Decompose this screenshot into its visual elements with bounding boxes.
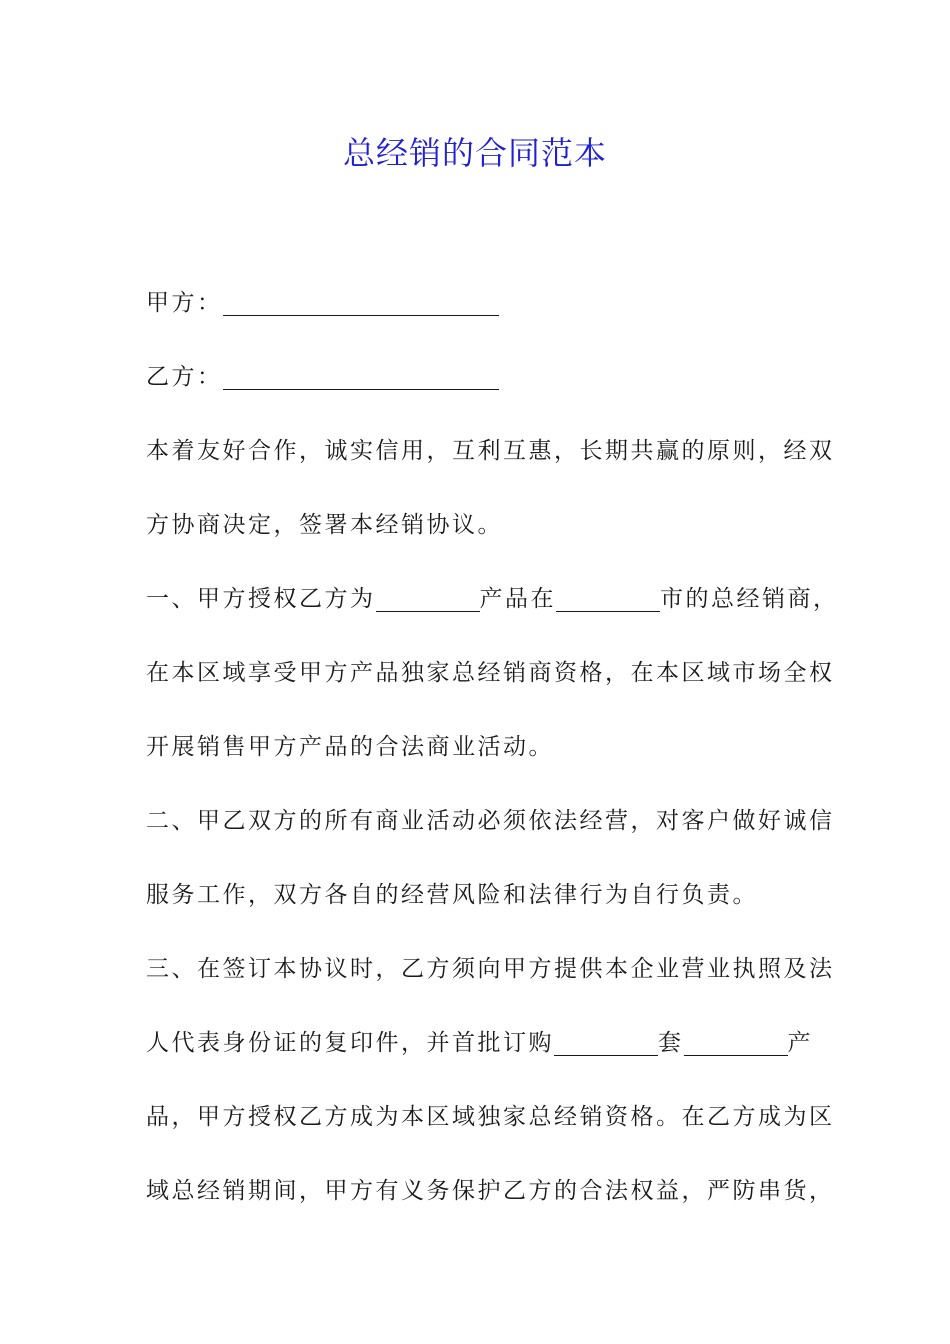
clause-1-line-3: 开展销售甲方产品的合法商业活动。 <box>146 734 554 760</box>
clause-3-text-b: 套 <box>658 1030 684 1056</box>
clause-3-line-1: 三、在签订本协议时，乙方须向甲方提供本企业营业执照及法 <box>146 956 835 982</box>
city-blank <box>556 587 660 612</box>
product-blank <box>376 587 480 612</box>
party-b-label: 乙方： <box>146 364 223 390</box>
clause-3-text-c: 产 <box>787 1030 813 1056</box>
party-b-blank <box>223 365 499 390</box>
party-b-line <box>146 340 826 414</box>
product-name-blank <box>684 1031 788 1056</box>
clause-3-text-a: 人代表身份证的复印件，并首批订购 <box>146 1030 554 1056</box>
party-a-blank <box>223 291 499 316</box>
clause-3-line-4: 域总经销期间，甲方有义务保护乙方的合法权益，严防串货， <box>146 1178 835 1204</box>
quantity-blank <box>554 1031 658 1056</box>
clause-1-line-1 <box>146 562 839 636</box>
document-title: 总经销的合同范本 <box>342 134 607 172</box>
clause-1-text-b: 产品在 <box>479 586 556 612</box>
party-a-line <box>146 266 826 340</box>
party-a-label: 甲方： <box>146 290 223 316</box>
clause-2-line-2: 服务工作，双方各自的经营风险和法律行为自行负责。 <box>146 882 758 908</box>
clause-2-line-1: 二、甲乙双方的所有商业活动必须依法经营，对客户做好诚信 <box>146 808 835 834</box>
clause-3-line-3: 品，甲方授权乙方成为本区域独家总经销资格。在乙方成为区 <box>146 1104 835 1130</box>
clause-3-line-2 <box>146 1006 826 1080</box>
clause-1-line-2: 在本区域享受甲方产品独家总经销商资格，在本区域市场全权 <box>146 660 835 686</box>
clause-1-text-a: 一、甲方授权乙方为 <box>146 586 376 612</box>
clause-1-text-c: 市的总经销商， <box>660 586 839 612</box>
intro-line-2: 方协商决定，签署本经销协议。 <box>146 512 503 538</box>
intro-line-1: 本着友好合作，诚实信用，互利互惠，长期共赢的原则，经双 <box>146 438 835 464</box>
contract-body <box>146 266 839 1228</box>
